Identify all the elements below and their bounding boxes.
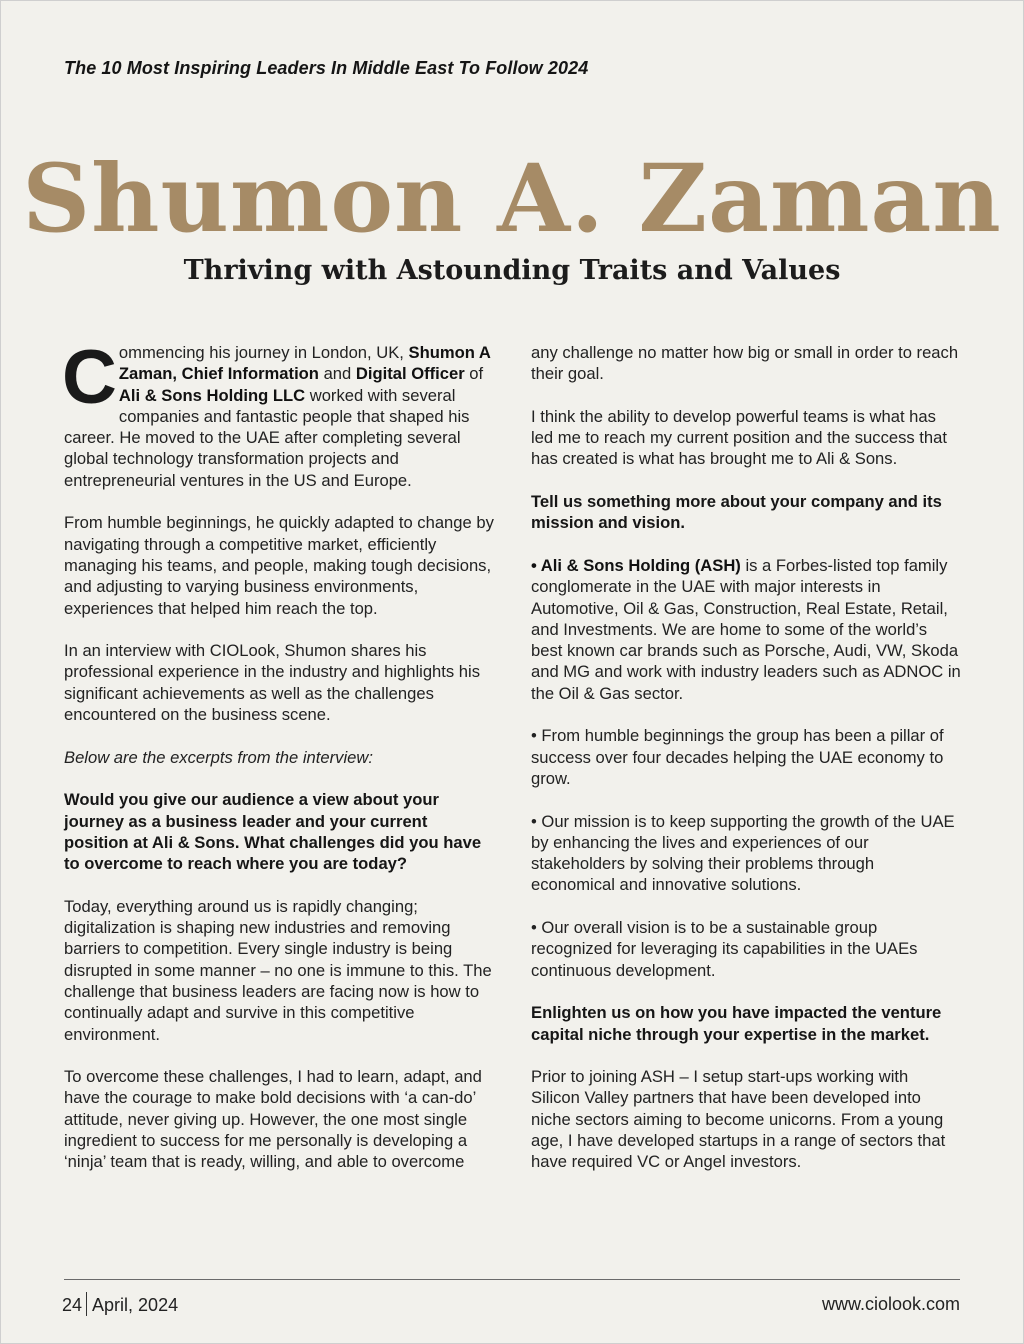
paragraph-humble-beginnings: From humble beginnings, he quickly adapted to change by navigating through a competitive market, efficiently managing his teams, and people, making tough decisions, and adjusting to varying business environments, experiences that helped him reach the top. bbox=[64, 513, 494, 618]
question-2: Tell us something more about your company and its mission and vision. bbox=[531, 492, 942, 533]
footer-separator bbox=[86, 1292, 87, 1316]
bullet-vision: • Our overall vision is to be a sustainable group recognized for leveraging its capabilities in the UAEs continuous development. bbox=[531, 918, 918, 980]
intro-paragraph bbox=[62, 335, 494, 491]
bullet-ash-bold: • Ali & Sons Holding (ASH) bbox=[531, 555, 741, 575]
right-column bbox=[531, 342, 961, 1194]
intro-text-3: of bbox=[464, 364, 484, 384]
footer-divider bbox=[64, 1279, 960, 1280]
bullet-ash-text: is a Forbes-listed top family conglomerate in the UAE with major interests in Automotive, Oil & Gas, Construction, Real Estate, Retail, and Investments. We are home to some of the world’s best known car brands such as Porsche, Audi, VW, Skoda and MG and work with industry leaders such as ADNOC in the Oil & Gas sector. bbox=[531, 555, 961, 703]
intro-bold-role: Digital Officer bbox=[355, 364, 465, 384]
bullet-history: • From humble beginnings the group has been a pillar of success over four decades helping the UAE economy to grow. bbox=[531, 726, 944, 788]
intro-text-2: and bbox=[318, 364, 356, 384]
left-column bbox=[62, 335, 494, 1194]
article-subtitle: Thriving with Astounding Traits and Values bbox=[183, 255, 841, 286]
answer-1-paragraph-1: Today, everything around us is rapidly changing; digitalization is shaping new industries and removing barriers to competition. Every single industry is being disrupted in some manner – no one is immune to this. The challenge that business leaders are facing now is how to continually adapt and survive in this competitive environment. bbox=[64, 896, 492, 1044]
paragraph-interview-intro: In an interview with CIOLook, Shumon shares his professional experience in the industry and highlights his significant achievements as well as the challenges encountered on the business scene. bbox=[64, 641, 481, 725]
bullet-ash-overview bbox=[531, 555, 961, 704]
footer-page-info bbox=[62, 1294, 178, 1318]
intro-text-1: ommencing his journey in London, UK, bbox=[118, 343, 409, 362]
footer-website: www.ciolook.com bbox=[821, 1294, 960, 1314]
answer-1-paragraph-3: I think the ability to develop powerful teams is what has led me to reach my current position and the success that has created is what has brought me to Ali & Sons. bbox=[531, 406, 947, 469]
issue-tagline: The 10 Most Inspiring Leaders In Middle East To Follow 2024 bbox=[64, 58, 589, 78]
answer-1-paragraph-2-continued: any challenge no matter how big or small in order to reach their goal. bbox=[531, 343, 959, 384]
question-3: Enlighten us on how you have impacted the venture capital niche through your expertise in the market. bbox=[531, 1003, 942, 1044]
intro-bold-company: Ali & Sons Holding LLC bbox=[118, 385, 306, 405]
drop-cap: C bbox=[62, 335, 117, 420]
question-1: Would you give our audience a view about your journey as a business leader and your current position at Ali & Sons. What challenges did you have to overcome to reach where you are today? bbox=[64, 790, 482, 874]
paragraph-excerpts-note: Below are the excerpts from the interview: bbox=[64, 747, 373, 767]
intro-text-4: worked with several companies and fantastic people that shaped his career. He moved to the UAE after completing several global technology transformation projects and entrepreneurial ventures in the US and Europe. bbox=[64, 385, 470, 490]
intro-bold-name: Shumon A Zaman, Chief Information bbox=[118, 343, 491, 384]
page-number: 24 bbox=[62, 1294, 83, 1315]
bullet-mission: • Our mission is to keep supporting the growth of the UAE by enhancing the lives and experiences of our stakeholders by solving their problems through economical and innovative solutions. bbox=[531, 811, 955, 895]
answer-1-paragraph-2: To overcome these challenges, I had to learn, adapt, and have the courage to make bold decisions with ‘a can-do’ attitude, never giving up. However, the one most single ingredient to success for me personally is developing a ‘ninja’ team that is ready, willing, and able to overcome bbox=[64, 1067, 482, 1172]
article-title: Shumon A. Zaman bbox=[22, 144, 1002, 254]
issue-date: April, 2024 bbox=[92, 1294, 179, 1315]
answer-3-paragraph-1: Prior to joining ASH – I setup start-ups working with Silicon Valley partners that have been developed into niche sectors aiming to become unicorns. From a young age, I have developed startups in a range of sectors that have required VC or Angel investors. bbox=[531, 1067, 946, 1172]
